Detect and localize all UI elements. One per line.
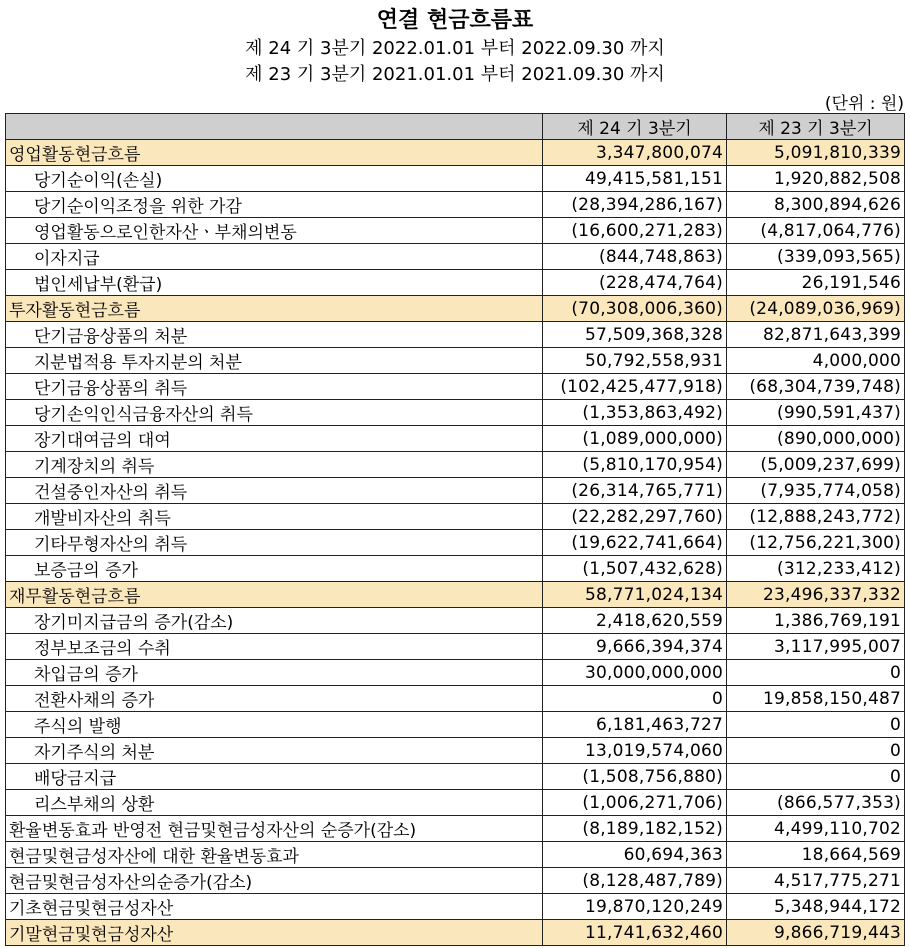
row-label: 정부보조금의 수취 — [6, 634, 543, 660]
table-row — [6, 686, 905, 712]
table-row — [6, 504, 905, 530]
row-label: 지분법적용 투자지분의 처분 — [6, 348, 543, 374]
row-label: 기말현금및현금성자산 — [6, 920, 543, 946]
table-row — [6, 348, 905, 374]
table-body — [6, 140, 905, 946]
row-label: 장기대여금의 대여 — [6, 426, 543, 452]
row-label: 배당금지급 — [6, 764, 543, 790]
row-label: 당기순이익조정을 위한 가감 — [6, 192, 543, 218]
current-period-value: 2,418,620,559 — [543, 608, 727, 634]
row-label: 차입금의 증가 — [6, 660, 543, 686]
previous-period-value: 8,300,894,626 — [727, 192, 905, 218]
previous-period-value: (312,233,412) — [727, 556, 905, 582]
table-row — [6, 920, 905, 946]
page-title: 연결 현금흐름표 — [376, 7, 534, 33]
previous-period-value: (68,304,739,748) — [727, 374, 905, 400]
current-period-value: 57,509,368,328 — [543, 322, 727, 348]
row-label: 환율변동효과 반영전 현금및현금성자산의 순증가(감소) — [6, 816, 543, 842]
current-period-value: 9,666,394,374 — [543, 634, 727, 660]
unit-label: (단위 : 원) — [824, 94, 904, 114]
current-period-value: (70,308,006,360) — [543, 296, 727, 322]
row-label: 주식의 발행 — [6, 712, 543, 738]
table-row — [6, 218, 905, 244]
table-row — [6, 816, 905, 842]
row-label: 전환사채의 증가 — [6, 686, 543, 712]
row-label: 현금및현금성자산의순증가(감소) — [6, 868, 543, 894]
current-period-value: (26,314,765,771) — [543, 478, 727, 504]
current-period-value: (1,508,756,880) — [543, 764, 727, 790]
table-row — [6, 582, 905, 608]
current-period-value: (5,810,170,954) — [543, 452, 727, 478]
previous-period-value: 1,920,882,508 — [727, 166, 905, 192]
table-row — [6, 322, 905, 348]
table-row — [6, 634, 905, 660]
table-row — [6, 296, 905, 322]
row-label: 법인세납부(환급) — [6, 270, 543, 296]
row-label: 자기주식의 처분 — [6, 738, 543, 764]
previous-period-value: 4,000,000 — [727, 348, 905, 374]
previous-period-value: 5,348,944,172 — [727, 894, 905, 920]
row-label: 현금및현금성자산에 대한 환율변동효과 — [6, 842, 543, 868]
table-row — [6, 738, 905, 764]
current-period-value: (16,600,271,283) — [543, 218, 727, 244]
table-row — [6, 244, 905, 270]
current-period-value: (1,353,863,492) — [543, 400, 727, 426]
row-label: 당기순이익(손실) — [6, 166, 543, 192]
current-period-value: (28,394,286,167) — [543, 192, 727, 218]
previous-period-value: (4,817,064,776) — [727, 218, 905, 244]
previous-period-value: 23,496,337,332 — [727, 582, 905, 608]
current-period-value: (102,425,477,918) — [543, 374, 727, 400]
current-period-value: 49,415,581,151 — [543, 166, 727, 192]
current-period-value: (8,189,182,152) — [543, 816, 727, 842]
previous-period-value: 0 — [727, 712, 905, 738]
table-row — [6, 660, 905, 686]
row-label: 단기금융상품의 취득 — [6, 374, 543, 400]
table-row — [6, 868, 905, 894]
previous-period-value: 0 — [727, 738, 905, 764]
previous-period-value: (7,935,774,058) — [727, 478, 905, 504]
current-period-value: (1,006,271,706) — [543, 790, 727, 816]
row-label: 장기미지급금의 증가(감소) — [6, 608, 543, 634]
current-period-value: 13,019,574,060 — [543, 738, 727, 764]
previous-period-value: (990,591,437) — [727, 400, 905, 426]
row-label: 재무활동현금흐름 — [6, 582, 543, 608]
header-item — [6, 114, 543, 140]
header-previous-period: 제 23 기 3분기 — [727, 114, 905, 140]
table-row — [6, 426, 905, 452]
table-row — [6, 790, 905, 816]
period-previous: 제 23 기 3분기 2021.01.01 부터 2021.09.30 까지 — [245, 64, 665, 85]
table-row — [6, 400, 905, 426]
previous-period-value: 26,191,546 — [727, 270, 905, 296]
row-label: 기타무형자산의 취득 — [6, 530, 543, 556]
current-period-value: 58,771,024,134 — [543, 582, 727, 608]
current-period-value: (22,282,297,760) — [543, 504, 727, 530]
row-label: 리스부채의 상환 — [6, 790, 543, 816]
previous-period-value: 0 — [727, 764, 905, 790]
previous-period-value: (12,756,221,300) — [727, 530, 905, 556]
row-label: 기초현금및현금성자산 — [6, 894, 543, 920]
table-row — [6, 270, 905, 296]
row-label: 보증금의 증가 — [6, 556, 543, 582]
current-period-value: (1,507,432,628) — [543, 556, 727, 582]
header-current-period: 제 24 기 3분기 — [543, 114, 727, 140]
row-label: 단기금융상품의 처분 — [6, 322, 543, 348]
previous-period-value: 0 — [727, 660, 905, 686]
previous-period-value: 3,117,995,007 — [727, 634, 905, 660]
cash-flow-table — [5, 113, 905, 946]
table-row — [6, 530, 905, 556]
previous-period-value: (866,577,353) — [727, 790, 905, 816]
table-row — [6, 478, 905, 504]
previous-period-value: (5,009,237,699) — [727, 452, 905, 478]
previous-period-value: (12,888,243,772) — [727, 504, 905, 530]
table-row — [6, 842, 905, 868]
table-row — [6, 452, 905, 478]
table-row — [6, 764, 905, 790]
current-period-value: 30,000,000,000 — [543, 660, 727, 686]
row-label: 당기손익인식금융자산의 취득 — [6, 400, 543, 426]
table-row — [6, 140, 905, 166]
current-period-value: 6,181,463,727 — [543, 712, 727, 738]
previous-period-value: 18,664,569 — [727, 842, 905, 868]
row-label: 투자활동현금흐름 — [6, 296, 543, 322]
table-row — [6, 556, 905, 582]
previous-period-value: (339,093,565) — [727, 244, 905, 270]
table-row — [6, 166, 905, 192]
row-label: 기계장치의 취득 — [6, 452, 543, 478]
current-period-value: (1,089,000,000) — [543, 426, 727, 452]
current-period-value: 60,694,363 — [543, 842, 727, 868]
current-period-value: 0 — [543, 686, 727, 712]
current-period-value: 19,870,120,249 — [543, 894, 727, 920]
table-row — [6, 712, 905, 738]
current-period-value: 3,347,800,074 — [543, 140, 727, 166]
previous-period-value: (890,000,000) — [727, 426, 905, 452]
row-label: 건설중인자산의 취득 — [6, 478, 543, 504]
table-row — [6, 608, 905, 634]
current-period-value: 11,741,632,460 — [543, 920, 727, 946]
previous-period-value: 1,386,769,191 — [727, 608, 905, 634]
table-row — [6, 192, 905, 218]
current-period-value: (228,474,764) — [543, 270, 727, 296]
table-row — [6, 374, 905, 400]
table-row — [6, 894, 905, 920]
period-current: 제 24 기 3분기 2022.01.01 부터 2022.09.30 까지 — [245, 38, 665, 59]
row-label: 이자지급 — [6, 244, 543, 270]
previous-period-value: 5,091,810,339 — [727, 140, 905, 166]
current-period-value: (8,128,487,789) — [543, 868, 727, 894]
previous-period-value: (24,089,036,969) — [727, 296, 905, 322]
previous-period-value: 4,517,775,271 — [727, 868, 905, 894]
current-period-value: (19,622,741,664) — [543, 530, 727, 556]
previous-period-value: 4,499,110,702 — [727, 816, 905, 842]
previous-period-value: 19,858,150,487 — [727, 686, 905, 712]
current-period-value: 50,792,558,931 — [543, 348, 727, 374]
row-label: 영업활동으로인한자산ㆍ부채의변동 — [6, 218, 543, 244]
row-label: 개발비자산의 취득 — [6, 504, 543, 530]
previous-period-value: 9,866,719,443 — [727, 920, 905, 946]
table-header-row — [6, 114, 905, 140]
previous-period-value: 82,871,643,399 — [727, 322, 905, 348]
current-period-value: (844,748,863) — [543, 244, 727, 270]
row-label: 영업활동현금흐름 — [6, 140, 543, 166]
